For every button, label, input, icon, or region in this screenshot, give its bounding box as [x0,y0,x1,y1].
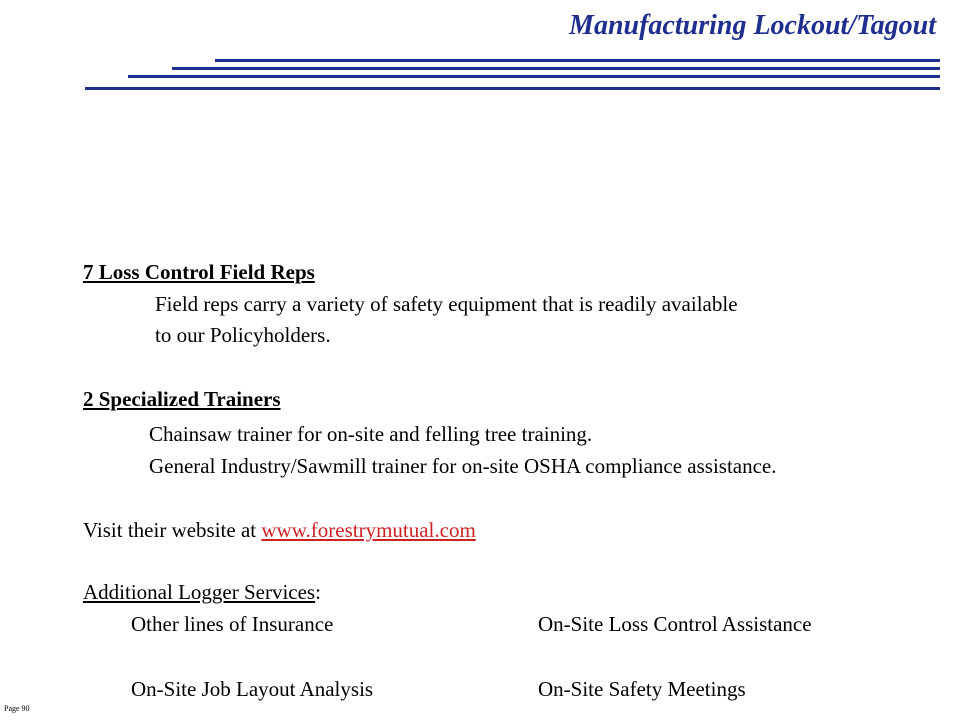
page-number: Page 90 [4,704,30,713]
header-rule-4 [85,87,940,90]
service-item: On-Site Job Layout Analysis [131,677,374,701]
trainers-line-2: General Industry/Sawmill trainer for on-site OSHA compliance assistance. [149,454,777,478]
service-item: On-Site Loss Control Assistance [538,612,812,636]
website-link[interactable]: www.forestrymutual.com [261,518,476,542]
service-item: Other lines of Insurance [131,612,334,636]
field-reps-line-2: to our Policyholders. [155,323,331,347]
services-heading: Additional Logger Services [83,580,316,604]
header-rule-3 [128,75,940,78]
field-reps-line-1: Field reps carry a variety of safety equipment that is readily available [155,292,738,316]
trainers-heading: 2 Specialized Trainers [83,387,281,411]
trainers-line-1: Chainsaw trainer for on-site and felling tree training. [149,422,593,446]
website-line [83,518,476,542]
slide-title: Manufacturing Lockout/Tagout [569,10,936,41]
field-reps-heading: 7 Loss Control Field Reps [83,260,315,284]
services-heading-colon: : [315,580,321,604]
website-prefix: Visit their website at [83,518,262,542]
header-rule-2 [172,67,940,70]
service-item: On-Site Safety Meetings [538,677,746,701]
services-heading-line [83,580,321,604]
header-rule-1 [215,59,940,62]
